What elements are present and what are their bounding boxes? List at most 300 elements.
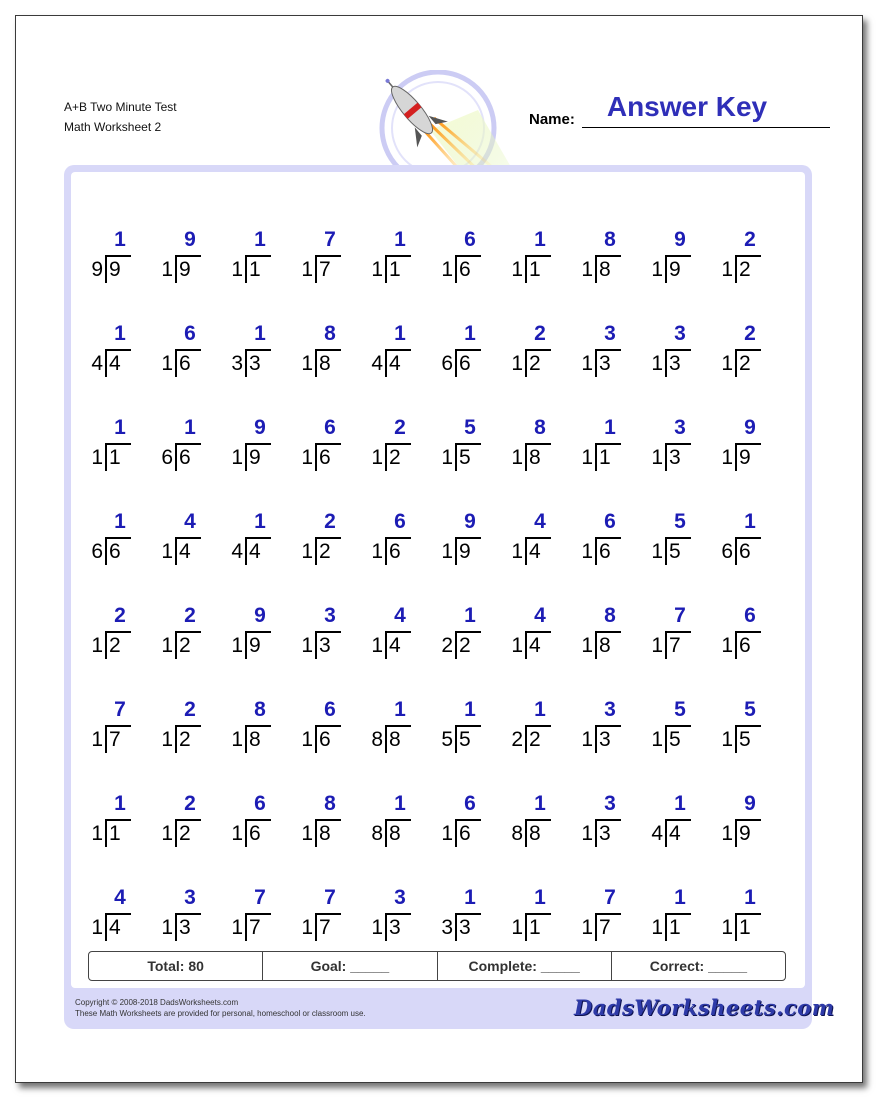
division-problem: [295, 792, 365, 864]
dividend: 1: [669, 916, 681, 939]
copyright-block: [75, 997, 366, 1019]
division-bar: [385, 255, 411, 257]
dividend: 6: [319, 728, 331, 751]
dividend: 6: [739, 540, 751, 563]
quotient-answer: 1: [464, 886, 476, 909]
division-bracket: [105, 349, 107, 377]
division-bar: [385, 725, 411, 727]
dividend: 3: [389, 916, 401, 939]
divisor: 1: [301, 916, 313, 939]
division-bracket: [595, 819, 597, 847]
division-bar: [735, 819, 761, 821]
division-problem: [365, 322, 435, 394]
dividend: 6: [249, 822, 261, 845]
division-bracket: [385, 349, 387, 377]
division-bar: [175, 913, 201, 915]
dividend: 6: [739, 634, 751, 657]
division-bar: [735, 913, 761, 915]
divisor: 1: [161, 634, 173, 657]
dividend: 1: [739, 916, 751, 939]
dividend: 9: [109, 258, 121, 281]
division-bar: [525, 631, 551, 633]
dividend: 8: [249, 728, 261, 751]
dividend: 2: [529, 352, 541, 375]
division-problem: [295, 416, 365, 488]
quotient-answer: 6: [254, 792, 266, 815]
division-bracket: [245, 537, 247, 565]
quotient-answer: 8: [604, 228, 616, 251]
divisor: 1: [301, 540, 313, 563]
division-bracket: [525, 537, 527, 565]
quotient-answer: 6: [464, 228, 476, 251]
division-bracket: [455, 255, 457, 283]
quotient-answer: 3: [674, 322, 686, 345]
dividend: 7: [319, 916, 331, 939]
division-bar: [105, 819, 131, 821]
quotient-answer: 1: [534, 886, 546, 909]
division-bracket: [595, 443, 597, 471]
quotient-answer: 3: [184, 886, 196, 909]
dividend: 1: [389, 258, 401, 281]
dividend: 3: [319, 634, 331, 657]
problem-grid: [71, 172, 805, 988]
dividend: 9: [669, 258, 681, 281]
dividend: 9: [739, 446, 751, 469]
division-bracket: [455, 349, 457, 377]
title-line-2: Math Worksheet 2: [64, 120, 162, 134]
division-bracket: [315, 725, 317, 753]
quotient-answer: 4: [534, 604, 546, 627]
divisor: 1: [581, 540, 593, 563]
division-bar: [595, 443, 621, 445]
division-problem: [715, 322, 785, 394]
dividend: 4: [109, 916, 121, 939]
division-problem: [715, 416, 785, 488]
division-problem: [435, 322, 505, 394]
divisor: 1: [371, 916, 383, 939]
division-bar: [245, 443, 271, 445]
division-problem: [575, 604, 645, 676]
division-problem: [715, 792, 785, 864]
division-problem: [295, 510, 365, 582]
divisor: 1: [301, 728, 313, 751]
division-bracket: [665, 819, 667, 847]
division-bar: [105, 255, 131, 257]
divisor: 1: [441, 258, 453, 281]
divisor: 1: [441, 540, 453, 563]
dividend: 3: [599, 822, 611, 845]
division-bar: [595, 537, 621, 539]
dividend: 4: [389, 352, 401, 375]
division-bracket: [385, 631, 387, 659]
division-problem: [225, 228, 295, 300]
dividend: 8: [599, 258, 611, 281]
division-bar: [735, 349, 761, 351]
division-bracket: [385, 913, 387, 941]
divisor: 9: [91, 258, 103, 281]
dividend: 8: [599, 634, 611, 657]
quotient-answer: 8: [254, 698, 266, 721]
division-bracket: [175, 631, 177, 659]
division-problem: [225, 886, 295, 958]
dividend: 4: [179, 540, 191, 563]
divisor: 1: [161, 258, 173, 281]
division-problem: [505, 510, 575, 582]
division-problem: [365, 886, 435, 958]
divisor: 5: [441, 728, 453, 751]
division-bar: [525, 819, 551, 821]
quotient-answer: 1: [534, 228, 546, 251]
quotient-answer: 7: [324, 886, 336, 909]
quotient-answer: 2: [394, 416, 406, 439]
divisor: 1: [371, 446, 383, 469]
quotient-answer: 1: [394, 322, 406, 345]
division-bar: [735, 443, 761, 445]
divisor: 1: [91, 634, 103, 657]
quotient-answer: 1: [534, 792, 546, 815]
division-bar: [735, 725, 761, 727]
quotient-answer: 5: [464, 416, 476, 439]
divisor: 1: [651, 258, 663, 281]
division-bracket: [665, 913, 667, 941]
dividend: 3: [179, 916, 191, 939]
quotient-answer: 1: [604, 416, 616, 439]
divisor: 1: [511, 352, 523, 375]
quotient-answer: 1: [114, 322, 126, 345]
dividend: 7: [319, 258, 331, 281]
division-bar: [315, 349, 341, 351]
divisor: 1: [441, 446, 453, 469]
dadsworksheets-logo: DadsWorksheets.com: [574, 995, 835, 1020]
divisor: 6: [161, 446, 173, 469]
division-bracket: [245, 349, 247, 377]
division-problem: [645, 416, 715, 488]
division-bar: [105, 725, 131, 727]
divisor: 1: [721, 916, 733, 939]
divisor: 1: [511, 540, 523, 563]
quotient-answer: 4: [534, 510, 546, 533]
division-bar: [315, 443, 341, 445]
dividend: 3: [459, 916, 471, 939]
division-problem: [85, 604, 155, 676]
division-bracket: [175, 537, 177, 565]
title-line-1: A+B Two Minute Test: [64, 100, 177, 114]
quotient-answer: 1: [464, 604, 476, 627]
divisor: 1: [231, 728, 243, 751]
divisor: 1: [581, 446, 593, 469]
division-bar: [455, 725, 481, 727]
division-problem: [645, 792, 715, 864]
division-problem: [85, 886, 155, 958]
division-bar: [175, 349, 201, 351]
quotient-answer: 8: [324, 322, 336, 345]
dividend: 7: [109, 728, 121, 751]
dividend: 5: [459, 446, 471, 469]
divisor: 1: [91, 916, 103, 939]
division-bracket: [175, 443, 177, 471]
problem-frame: [64, 165, 835, 1029]
divisor: 6: [441, 352, 453, 375]
divisor: 1: [511, 258, 523, 281]
division-problem: [295, 604, 365, 676]
division-bar: [525, 349, 551, 351]
dividend: 1: [109, 446, 121, 469]
quotient-answer: 7: [674, 604, 686, 627]
divisor: 4: [231, 540, 243, 563]
quotient-answer: 9: [254, 416, 266, 439]
division-bar: [245, 255, 271, 257]
division-problem: [155, 228, 225, 300]
dividend: 2: [739, 258, 751, 281]
division-problem: [225, 604, 295, 676]
division-problem: [85, 322, 155, 394]
quotient-answer: 2: [184, 792, 196, 815]
division-problem: [85, 792, 155, 864]
division-bracket: [595, 255, 597, 283]
divisor: 1: [91, 822, 103, 845]
division-bar: [315, 819, 341, 821]
quotient-answer: 9: [744, 416, 756, 439]
division-bracket: [595, 913, 597, 941]
dividend: 6: [459, 822, 471, 845]
division-bar: [385, 443, 411, 445]
dividend: 5: [669, 540, 681, 563]
quotient-answer: 1: [464, 322, 476, 345]
division-bracket: [385, 819, 387, 847]
division-bracket: [735, 631, 737, 659]
division-problem: [295, 886, 365, 958]
division-problem: [505, 416, 575, 488]
dividend: 3: [669, 446, 681, 469]
quotient-answer: 1: [674, 886, 686, 909]
division-bracket: [385, 255, 387, 283]
division-problem: [225, 322, 295, 394]
division-bar: [385, 819, 411, 821]
division-bracket: [455, 819, 457, 847]
division-problem: [715, 886, 785, 958]
division-problem: [505, 886, 575, 958]
division-problem: [575, 698, 645, 770]
divisor: 1: [581, 258, 593, 281]
division-problem: [645, 228, 715, 300]
divisor: 1: [231, 258, 243, 281]
division-bracket: [455, 443, 457, 471]
quotient-answer: 1: [674, 792, 686, 815]
division-bracket: [735, 443, 737, 471]
divisor: 1: [511, 634, 523, 657]
division-problem: [435, 510, 505, 582]
division-bracket: [175, 255, 177, 283]
division-bracket: [595, 725, 597, 753]
division-bracket: [245, 725, 247, 753]
division-bar: [245, 537, 271, 539]
quotient-answer: 5: [744, 698, 756, 721]
quotient-answer: 8: [604, 604, 616, 627]
quotient-answer: 6: [324, 416, 336, 439]
divisor: 1: [371, 634, 383, 657]
division-problem: [435, 698, 505, 770]
division-bar: [455, 537, 481, 539]
divisor: 1: [721, 822, 733, 845]
quotient-answer: 1: [114, 228, 126, 251]
divisor: 1: [301, 258, 313, 281]
division-bracket: [315, 443, 317, 471]
division-bracket: [525, 819, 527, 847]
division-problem: [645, 604, 715, 676]
division-bar: [315, 255, 341, 257]
quotient-answer: 1: [744, 510, 756, 533]
division-bracket: [735, 537, 737, 565]
quotient-answer: 2: [184, 698, 196, 721]
dividend: 2: [179, 634, 191, 657]
division-problem: [85, 510, 155, 582]
quotient-answer: 6: [324, 698, 336, 721]
quotient-answer: 7: [604, 886, 616, 909]
dividend: 1: [529, 916, 541, 939]
dividend: 5: [669, 728, 681, 751]
division-bar: [595, 819, 621, 821]
quotient-answer: 5: [674, 698, 686, 721]
dividend: 4: [669, 822, 681, 845]
division-problem: [645, 698, 715, 770]
dividend: 2: [739, 352, 751, 375]
division-bar: [175, 631, 201, 633]
divisor: 1: [441, 822, 453, 845]
division-problem: [715, 698, 785, 770]
dividend: 2: [109, 634, 121, 657]
divisor: 1: [301, 634, 313, 657]
dividend: 2: [389, 446, 401, 469]
division-problem: [575, 510, 645, 582]
division-bar: [665, 349, 691, 351]
division-problem: [155, 792, 225, 864]
quotient-answer: 5: [674, 510, 686, 533]
dividend: 6: [599, 540, 611, 563]
dividend: 7: [599, 916, 611, 939]
divisor: 1: [301, 352, 313, 375]
divisor: 1: [231, 446, 243, 469]
division-problem: [435, 886, 505, 958]
quotient-answer: 3: [394, 886, 406, 909]
division-problem: [645, 510, 715, 582]
dividend: 6: [179, 446, 191, 469]
dividend: 2: [529, 728, 541, 751]
division-bar: [245, 913, 271, 915]
division-bar: [455, 255, 481, 257]
division-bracket: [175, 725, 177, 753]
division-bar: [175, 255, 201, 257]
division-bracket: [665, 631, 667, 659]
quotient-answer: 3: [604, 322, 616, 345]
division-problem: [225, 416, 295, 488]
divisor: 1: [721, 352, 733, 375]
division-bar: [455, 913, 481, 915]
quotient-answer: 4: [184, 510, 196, 533]
quotient-answer: 2: [114, 604, 126, 627]
dividend: 1: [249, 258, 261, 281]
division-bracket: [105, 255, 107, 283]
division-bar: [105, 631, 131, 633]
dividend: 4: [249, 540, 261, 563]
division-bar: [595, 349, 621, 351]
division-bracket: [595, 631, 597, 659]
division-bracket: [665, 255, 667, 283]
division-bar: [175, 537, 201, 539]
division-bracket: [735, 819, 737, 847]
divisor: 1: [721, 634, 733, 657]
divisor: 1: [371, 540, 383, 563]
totals-bar: [88, 951, 786, 981]
divisor: 3: [231, 352, 243, 375]
division-bar: [525, 443, 551, 445]
quotient-answer: 8: [324, 792, 336, 815]
divisor: 1: [161, 540, 173, 563]
divisor: 6: [91, 540, 103, 563]
division-problem: [365, 604, 435, 676]
quotient-answer: 1: [394, 698, 406, 721]
dividend: 9: [739, 822, 751, 845]
quotient-answer: 9: [674, 228, 686, 251]
division-bracket: [665, 443, 667, 471]
division-bracket: [175, 819, 177, 847]
divisor: 4: [371, 352, 383, 375]
divisor: 4: [651, 822, 663, 845]
division-bar: [455, 443, 481, 445]
division-bar: [665, 913, 691, 915]
division-problem: [505, 604, 575, 676]
quotient-answer: 1: [394, 792, 406, 815]
division-bracket: [735, 349, 737, 377]
division-problem: [365, 510, 435, 582]
division-bracket: [315, 255, 317, 283]
division-problem: [505, 792, 575, 864]
division-bracket: [665, 349, 667, 377]
division-bar: [665, 631, 691, 633]
dividend: 1: [599, 446, 611, 469]
dividend: 8: [529, 822, 541, 845]
division-bracket: [525, 443, 527, 471]
quotient-answer: 6: [184, 322, 196, 345]
division-problem: [85, 228, 155, 300]
divisor: 1: [581, 352, 593, 375]
divisor: 2: [511, 728, 523, 751]
division-bracket: [525, 725, 527, 753]
dividend: 4: [529, 634, 541, 657]
dividend: 3: [669, 352, 681, 375]
division-problem: [645, 322, 715, 394]
dividend: 2: [319, 540, 331, 563]
division-problem: [435, 792, 505, 864]
divisor: 1: [721, 258, 733, 281]
divisor: 1: [511, 916, 523, 939]
division-bracket: [525, 255, 527, 283]
dividend: 6: [389, 540, 401, 563]
copyright-text: Copyright © 2008-2018 DadsWorksheets.com: [75, 998, 239, 1007]
division-problem: [85, 416, 155, 488]
division-problem: [435, 228, 505, 300]
division-bar: [385, 913, 411, 915]
quotient-answer: 2: [744, 228, 756, 251]
division-bar: [455, 349, 481, 351]
quotient-answer: 6: [744, 604, 756, 627]
division-bar: [105, 537, 131, 539]
correct-field: Correct: _____: [649, 958, 748, 974]
quotient-answer: 1: [114, 792, 126, 815]
dividend: 2: [179, 822, 191, 845]
division-problem: [155, 886, 225, 958]
division-bar: [735, 255, 761, 257]
division-problem: [505, 698, 575, 770]
